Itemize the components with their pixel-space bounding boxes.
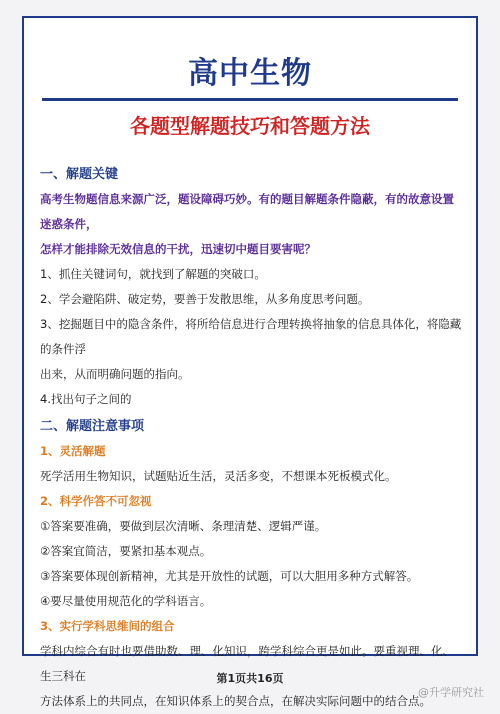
paragraph-line-1: 学科内综合有时也要借助数、理、化知识，跨学科综合更是如此。要重视理、化、生三科在	[40, 644, 454, 683]
watermark: @升学研究社	[418, 686, 484, 699]
list-item: 4.找出句子之间的	[40, 392, 132, 406]
list-item: 2、学会避陷阱、破定势，要善于发散思维，从多角度思考问题。	[40, 292, 370, 306]
list-item: 1、抓住关键词句，就找到了解题的突破口。	[40, 267, 266, 281]
list-item: ②答案宜简洁，要紧扣基本观点。	[40, 544, 212, 558]
title-divider	[42, 98, 458, 101]
subheading-3: 3、实行学科思维间的组合	[40, 619, 175, 633]
document-body	[40, 160, 464, 714]
subheading-2: 2、科学作答不可忽视	[40, 494, 152, 508]
lead-paragraph-line-2: 怎样才能排除无效信息的干扰，迅速切中题目要害呢？	[40, 242, 316, 256]
list-item: ④要尽量使用规范化的学科语言。	[40, 594, 212, 608]
list-item: 3、挖掘题目中的隐含条件，将所给信息进行合理转换将抽象的信息具体化，将隐藏的条件浮	[40, 317, 462, 356]
subheading-1: 1、灵活解题	[40, 444, 106, 458]
list-item: ①答案要准确，要做到层次清晰、条理清楚、逻辑严谨。	[40, 519, 327, 533]
lead-paragraph-line-1: 高考生物题信息来源广泛，题设障碍巧妙。有的题目解题条件隐蔽，有的故意设置迷惑条件，	[40, 192, 454, 231]
list-item: ③答案要体现创新精神，尤其是开放性的试题，可以大胆用多种方式解答。	[40, 569, 419, 583]
paragraph: 死学活用生物知识，试题贴近生活，灵活多变，不想课本死板模式化。	[40, 469, 397, 483]
paragraph-line-2: 方法体系上的共同点，在知识体系上的契合点，在解决实际问题中的结合点。	[40, 694, 431, 708]
page-number: 第1页共16页	[216, 672, 284, 685]
section-heading-1: 一、解题关键	[40, 167, 119, 182]
page-title: 高中生物	[188, 56, 312, 91]
list-item-continuation: 出来，从而明确问题的指向。	[40, 367, 190, 381]
section-heading-2: 二、解题注意事项	[40, 419, 145, 434]
page-subtitle: 各题型解题技巧和答题方法	[130, 114, 370, 138]
